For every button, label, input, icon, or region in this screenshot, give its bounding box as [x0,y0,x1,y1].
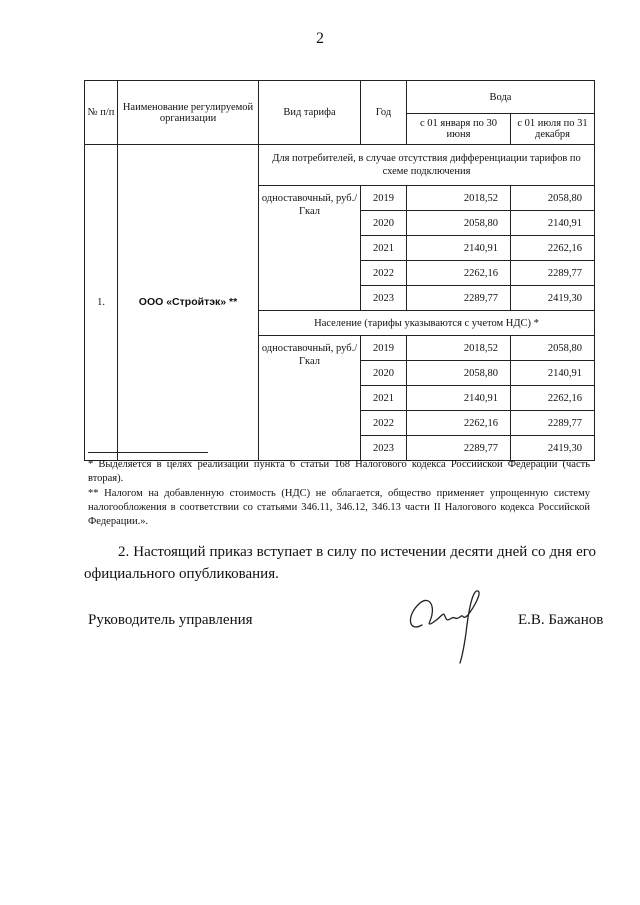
value-cell: 2140,91 [511,361,595,386]
value-cell: 2289,77 [511,411,595,436]
footnote-1: * Выделяется в целях реализации пункта 6 статьи 168 Налогового кодекса Российской Федерации (часть вторая). [88,459,590,484]
year-cell: 2022 [361,261,407,286]
row-number: 1. [85,145,118,461]
value-cell: 2140,91 [407,386,511,411]
group-title: Население (тарифы указываются с учетом НДС) * [259,311,595,336]
value-cell: 2262,16 [407,261,511,286]
value-cell: 2289,77 [407,436,511,461]
year-cell: 2019 [361,186,407,211]
value-cell: 2262,16 [511,236,595,261]
header-period-1: с 01 января по 30 июня [407,114,511,145]
year-cell: 2020 [361,361,407,386]
tariff-kind: одноставочный, руб./Гкал [259,186,361,311]
value-cell: 2262,16 [511,386,595,411]
signatory-title: Руководитель управления [88,612,253,628]
header-year: Год [361,81,407,145]
value-cell: 2058,80 [511,186,595,211]
value-cell: 2058,80 [511,336,595,361]
year-cell: 2021 [361,236,407,261]
value-cell: 2058,80 [407,361,511,386]
header-org: Наименование регулируемой организации [118,81,259,145]
year-cell: 2020 [361,211,407,236]
footnote-2: ** Налогом на добавленную стоимость (НДС) не облагается, общество применяет упрощенную систему налогообложения в соответствии со статьями 346.11, 346.12, 346.13 части II Налогового кодекса Российской Федерации.». [88,488,590,527]
year-cell: 2022 [361,411,407,436]
organization-name: ООО «Стройтэк» ** [118,145,259,461]
order-paragraph: 2. Настоящий приказ вступает в силу по истечении десяти дней со дня его официального опубликования. [84,544,596,582]
header-tariff-type: Вид тарифа [259,81,361,145]
value-cell: 2018,52 [407,186,511,211]
value-cell: 2419,30 [511,436,595,461]
value-cell: 2289,77 [511,261,595,286]
page-number: 2 [316,30,324,47]
value-cell: 2140,91 [407,236,511,261]
value-cell: 2289,77 [407,286,511,311]
year-cell: 2021 [361,386,407,411]
value-cell: 2140,91 [511,211,595,236]
value-cell: 2018,52 [407,336,511,361]
tariff-kind: одноставочный, руб./Гкал [259,336,361,461]
value-cell: 2058,80 [407,211,511,236]
signatory-name: Е.В. Бажанов [518,612,604,628]
header-num: № п/п [85,81,118,145]
year-cell: 2023 [361,436,407,461]
footnote-separator [88,452,208,453]
header-water: Вода [407,81,595,114]
value-cell: 2419,30 [511,286,595,311]
value-cell: 2262,16 [407,411,511,436]
header-period-2: с 01 июля по 31 декабря [511,114,595,145]
handwritten-signature-icon [400,585,500,665]
year-cell: 2019 [361,336,407,361]
group-title: Для потребителей, в случае отсутствия дифференциации тарифов по схеме подключения [259,145,595,186]
year-cell: 2023 [361,286,407,311]
tariff-table [84,80,595,461]
